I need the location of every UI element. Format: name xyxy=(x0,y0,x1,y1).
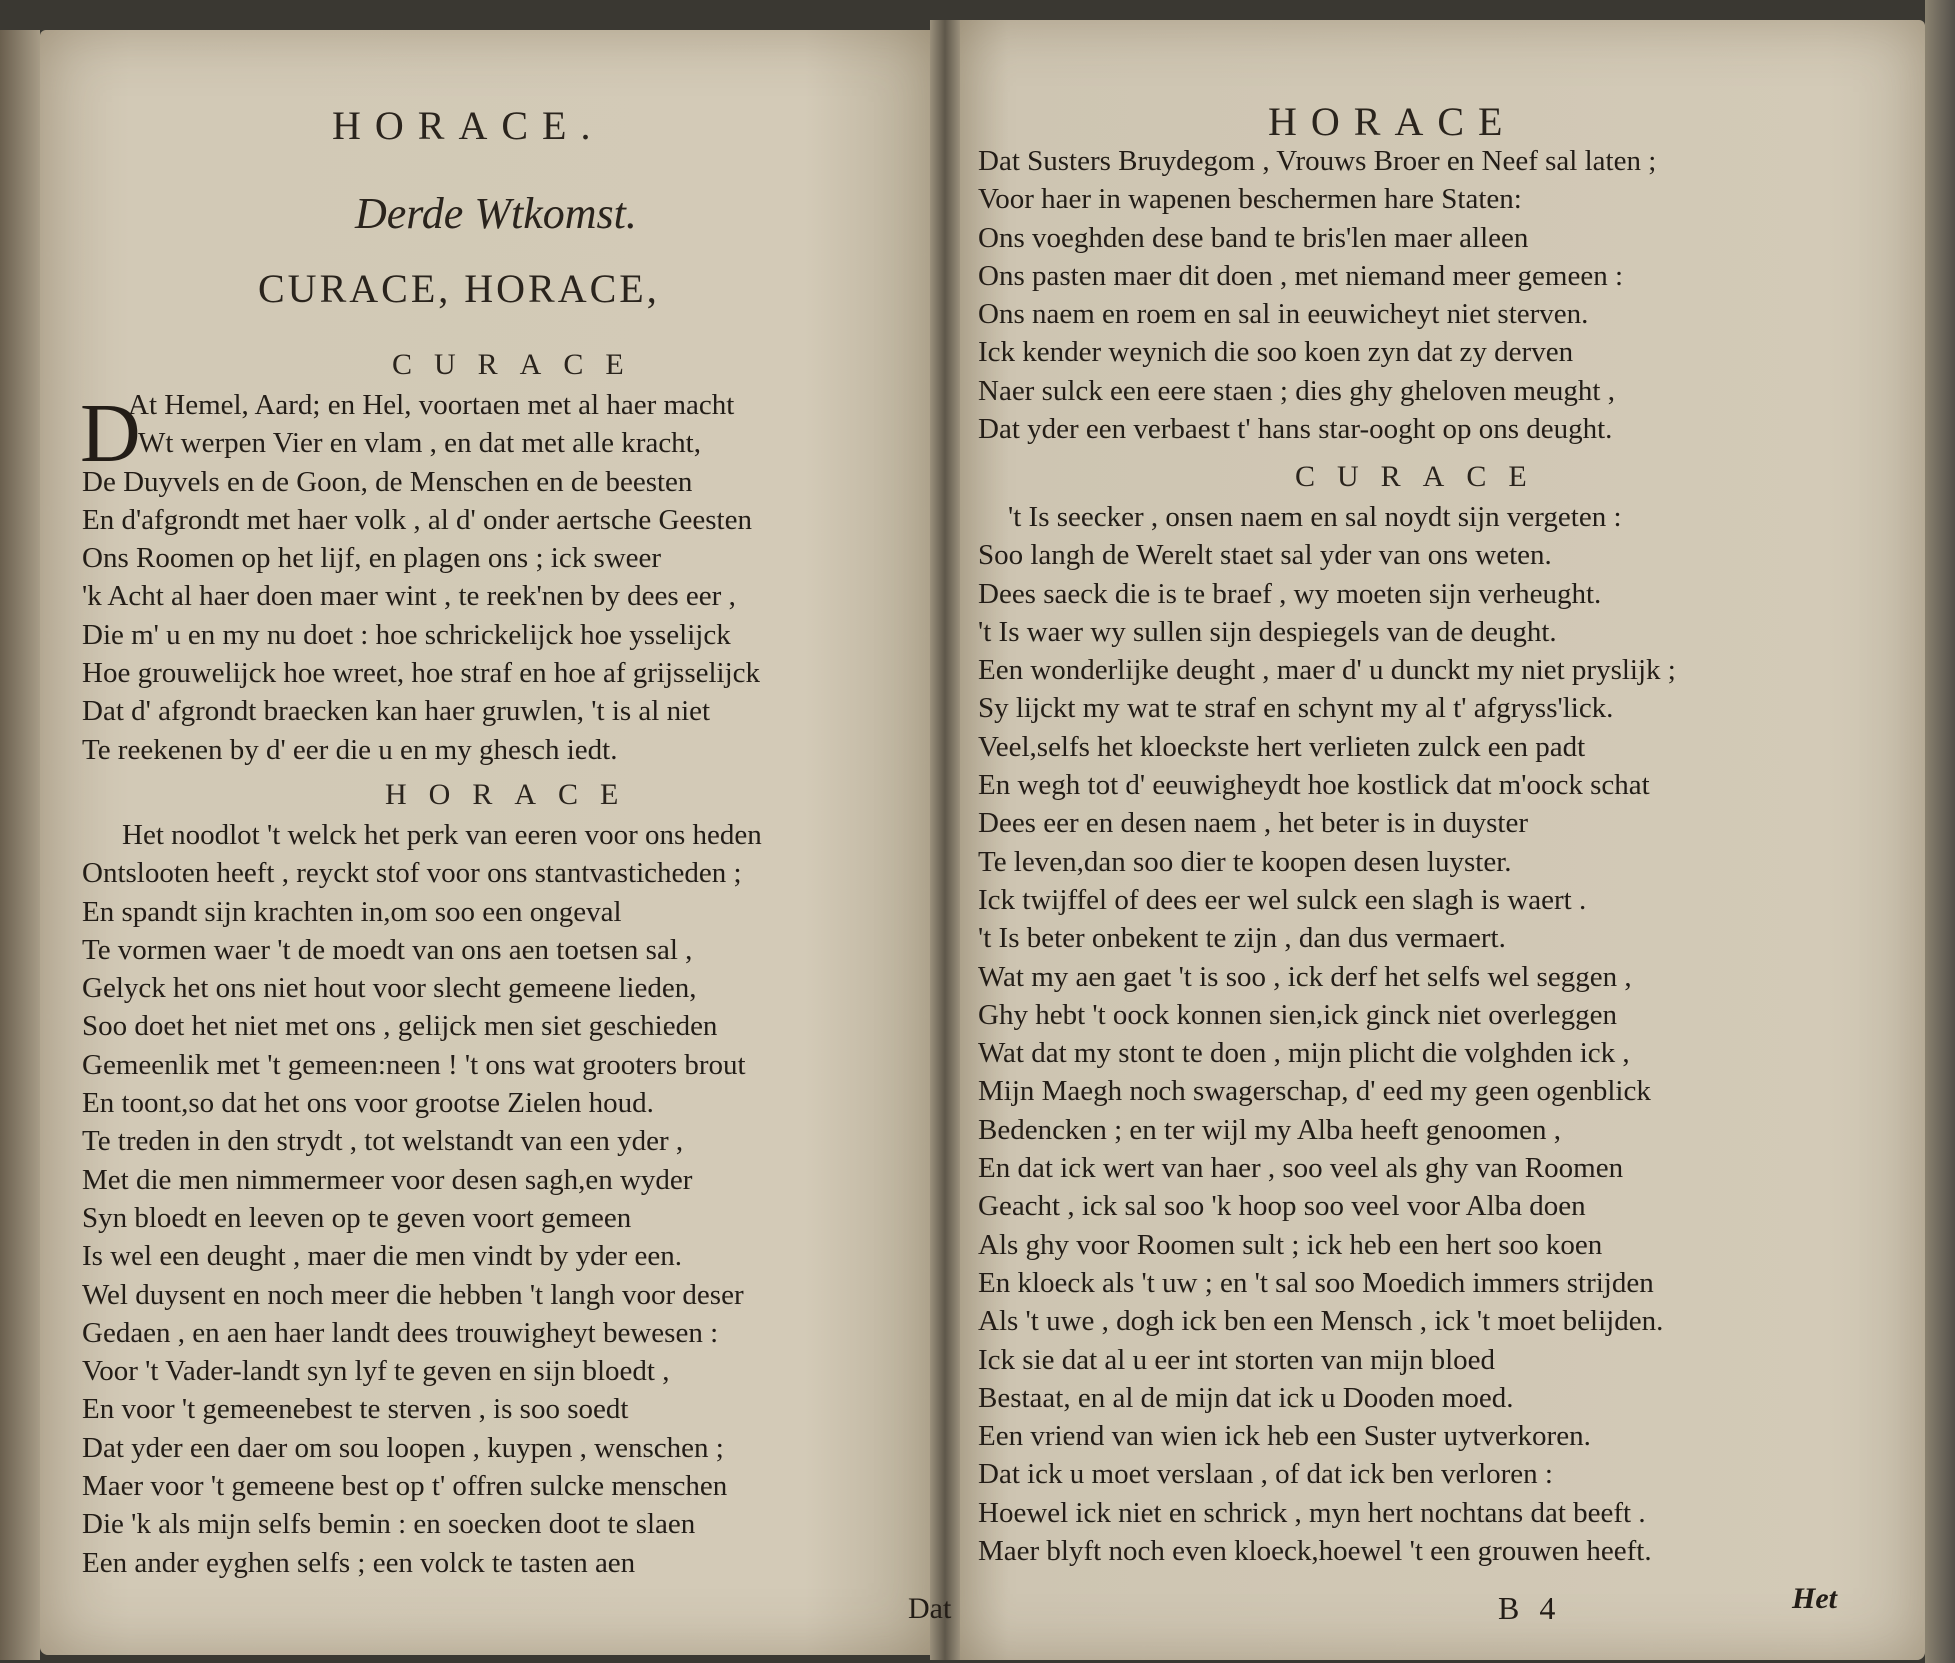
verse-line: Als 't uwe , dogh ick ben een Mensch , ick 't moet belijden. xyxy=(978,1305,1664,1338)
verse-line: Dat Susters Bruydegom , Vrouws Broer en Neef sal laten ; xyxy=(978,145,1657,177)
left-speech1-lines xyxy=(82,386,760,769)
left-catchword: Dat xyxy=(908,1592,952,1625)
verse-line: En wegh tot d' eeuwigheydt hoe kostlick dat m'oock schat xyxy=(978,769,1650,802)
left-running-head: HORACE. xyxy=(332,103,605,148)
verse-line: Ghy hebt 't oock konnen sien,ick ginck niet overleggen xyxy=(978,998,1618,1031)
verse-line: Dees eer en desen naem , het beter is in duyster xyxy=(978,807,1528,840)
book-gutter xyxy=(930,20,960,1660)
speaker-curace-right: CURACE xyxy=(1295,460,1549,493)
verse-line: Die 'k als mijn selfs bemin : en soecken doot te slaen xyxy=(82,1508,696,1541)
speaker-curace: CURACE xyxy=(392,348,646,381)
verse-line: Dat yder een verbaest t' hans star-ooght op ons deught. xyxy=(978,413,1613,446)
verse-line: 'k Acht al haer doen maer wint , te reek'nen by dees eer , xyxy=(82,580,736,613)
verse-line: Een ander eyghen selfs ; een volck te tasten aen xyxy=(82,1546,636,1579)
verse-line: Een wonderlijke deught , maer d' u dunckt my niet pryslijk ; xyxy=(978,654,1676,687)
verse-line: Dat yder een daer om sou loopen , kuypen , wenschen ; xyxy=(82,1431,724,1464)
verse-line: Syn bloedt en leeven op te geven voort gemeen xyxy=(82,1201,632,1234)
verse-line: 't Is beter onbekent te zijn , dan dus vermaert. xyxy=(978,922,1506,955)
verse-line: Gelyck het ons niet hout voor slecht gemeene lieden, xyxy=(82,972,697,1005)
verse-line: Ick sie dat al u eer int storten van mijn bloed xyxy=(978,1343,1496,1376)
verse-line: Die m' u en my nu doet : hoe schrickelijck hoe ysselijck xyxy=(82,618,731,651)
verse-line: De Duyvels en de Goon, de Menschen en de beesten xyxy=(82,465,693,498)
verse-line: Te treden in den strydt , tot welstandt van een yder , xyxy=(82,1125,684,1158)
right-running-head: HORACE xyxy=(1268,99,1517,144)
left-speech2-lines xyxy=(82,816,762,1582)
verse-line: En dat ick wert van haer , soo veel als ghy van Roomen xyxy=(978,1152,1624,1185)
verse-line: Geacht , ick sal soo 'k hoop soo veel voor Alba doen xyxy=(978,1190,1586,1223)
verse-line: En voor 't gemeenebest te sterven , is soo soedt xyxy=(82,1393,629,1426)
book-right-edge xyxy=(1925,0,1955,1663)
verse-line: Soo doet het niet met ons , gelijck men siet geschieden xyxy=(82,1010,718,1043)
verse-line: En toont,so dat het ons voor grootse Zielen houd. xyxy=(82,1087,654,1120)
verse-line: En spandt sijn krachten in,om soo een ongeval xyxy=(82,895,622,928)
verse-line: Hoewel ick niet en schrick , myn hert nochtans dat beeft . xyxy=(978,1496,1646,1529)
verse-line: En d'afgrondt met haer volk , al d' onder aertsche Geesten xyxy=(82,503,752,536)
verse-line: Maer blyft noch even kloeck,hoewel 't een grouwen heeft. xyxy=(978,1535,1652,1568)
verse-line: Een vriend van wien ick heb een Suster uytverkoren. xyxy=(978,1420,1591,1453)
verse-line: Als ghy voor Roomen sult ; ick heb een hert soo koen xyxy=(978,1228,1603,1261)
verse-line: Bestaat, en al de mijn dat ick u Dooden moed. xyxy=(978,1381,1514,1414)
verse-line: Maer voor 't gemeene best op t' offren sulcke menschen xyxy=(82,1470,728,1503)
verse-line: Te vormen waer 't de moedt van ons aen toetsen sal , xyxy=(82,933,693,966)
speaker-horace: HORACE xyxy=(385,778,641,811)
verse-line: Bedencken ; en ter wijl my Alba heeft genoomen , xyxy=(978,1113,1562,1146)
verse-line: Ons Roomen op het lijf, en plagen ons ; ick sweer xyxy=(82,542,662,575)
verse-line: Dees saeck die is te braef , wy moeten sijn verheught. xyxy=(978,577,1602,610)
verse-line: Ons pasten maer dit doen , met niemand meer gemeen : xyxy=(978,259,1624,292)
book-left-edge xyxy=(0,30,40,1660)
verse-line: Mijn Maegh noch swagerschap, d' eed my geen ogenblick xyxy=(978,1075,1651,1108)
verse-line: Ick kender weynich die soo koen zyn dat zy derven xyxy=(978,336,1574,369)
verse-line: Ons naem en roem en sal in eeuwicheyt niet sterven. xyxy=(978,298,1589,331)
verse-line: Naer sulck een eere staen ; dies ghy gheloven meught , xyxy=(978,374,1615,407)
verse-line: Ons voeghden dese band te bris'len maer alleen xyxy=(978,221,1529,254)
verse-line: Wt werpen Vier en vlam , en dat met alle kracht, xyxy=(138,427,701,460)
verse-line: Is wel een deught , maer die men vindt by yder een. xyxy=(82,1240,682,1273)
verse-line: 't Is waer wy sullen sijn despiegels van de deught. xyxy=(978,615,1557,648)
right-speech1-lines xyxy=(978,142,1656,448)
verse-line: En kloeck als 't uw ; en 't sal soo Moedich immers strijden xyxy=(978,1266,1654,1299)
verse-line: Met die men nimmermeer voor desen sagh,en wyder xyxy=(82,1163,693,1196)
verse-line: Gemeenlik met 't gemeen:neen ! 't ons wat grooters brout xyxy=(82,1048,746,1081)
verse-line: Wel duysent en noch meer die hebben 't langh voor deser xyxy=(82,1278,744,1311)
verse-line: Soo langh de Werelt staet sal yder van ons weten. xyxy=(978,539,1552,572)
verse-line: Voor 't Vader-landt syn lyf te geven en sijn bloedt , xyxy=(82,1355,670,1388)
verse-line: Gedaen , en aen haer landt dees trouwigheyt bewesen : xyxy=(82,1316,719,1349)
verse-line: Veel,selfs het kloeckste hert verlieten zulck een padt xyxy=(978,730,1586,763)
verse-line: Sy lijckt my wat te straf en schynt my al t' afgryss'lick. xyxy=(978,692,1614,725)
verse-line: Te reekenen by d' eer die u en my ghesch iedt. xyxy=(82,733,618,766)
right-catchword: Het xyxy=(1792,1582,1837,1615)
verse-line: Wat my aen gaet 't is soo , ick derf het selfs wel seggen , xyxy=(978,960,1632,993)
act-title: Derde Wtkomst. xyxy=(355,189,637,238)
right-speech2-lines xyxy=(978,498,1676,1570)
verse-line: Ontslooten heeft , reyckt stof voor ons stantvasticheden ; xyxy=(82,857,742,890)
verse-line: Wat dat my stont te doen , mijn plicht die volghden ick , xyxy=(978,1037,1630,1070)
verse-line: 't Is seecker , onsen naem en sal noydt sijn vergeten : xyxy=(1008,501,1622,533)
verse-line: Dat d' afgrondt braecken kan haer gruwlen, 't is al niet xyxy=(82,695,711,728)
verse-line: At Hemel, Aard; en Hel, voortaen met al haer macht xyxy=(128,389,735,421)
scene-cast: CURACE, HORACE, xyxy=(258,266,660,311)
verse-line: Voor haer in wapenen beschermen hare Staten: xyxy=(978,183,1522,216)
signature-mark: B 4 xyxy=(1498,1590,1562,1626)
verse-line: Het noodlot 't welck het perk van eeren voor ons heden xyxy=(122,819,762,851)
verse-line: Te leven,dan soo dier te koopen desen luyster. xyxy=(978,845,1512,878)
verse-line: Dat ick u moet verslaan , of dat ick ben verloren : xyxy=(978,1458,1553,1491)
verse-line: Ick twijffel of dees eer wel sulck een slagh is waert . xyxy=(978,883,1587,916)
verse-line: Hoe grouwelijck hoe wreet, hoe straf en hoe af grijsselijck xyxy=(82,657,761,690)
drop-cap: D xyxy=(80,387,141,480)
